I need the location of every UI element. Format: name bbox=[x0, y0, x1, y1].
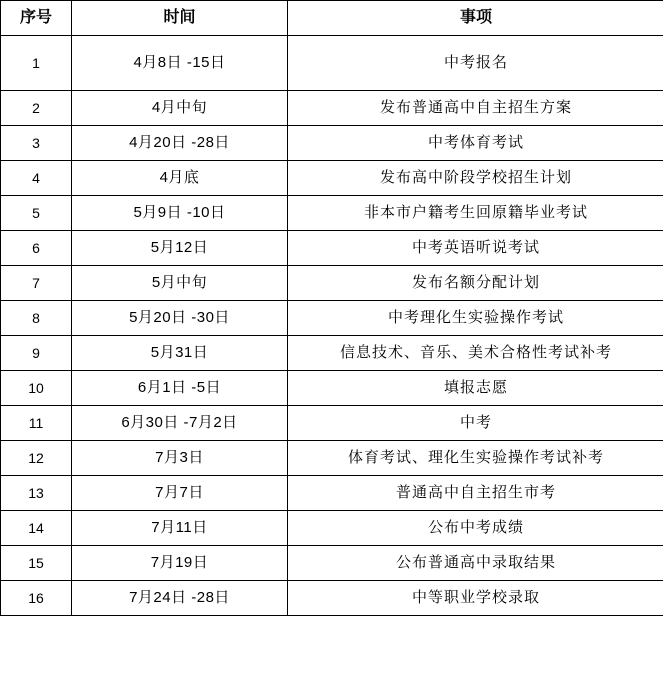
cell-time: 5月31日 bbox=[72, 336, 288, 371]
cell-item: 中等职业学校录取 bbox=[288, 581, 663, 616]
cell-index: 12 bbox=[1, 441, 72, 476]
cell-index: 5 bbox=[1, 196, 72, 231]
cell-item: 公布普通高中录取结果 bbox=[288, 546, 663, 581]
column-header-item: 事项 bbox=[288, 1, 663, 36]
cell-index: 7 bbox=[1, 266, 72, 301]
table-row bbox=[1, 196, 663, 231]
table-row bbox=[1, 36, 663, 91]
cell-index: 11 bbox=[1, 406, 72, 441]
column-header-time: 时间 bbox=[72, 1, 288, 36]
cell-item: 填报志愿 bbox=[288, 371, 663, 406]
table-row bbox=[1, 371, 663, 406]
cell-time: 7月3日 bbox=[72, 441, 288, 476]
cell-item: 中考体育考试 bbox=[288, 126, 663, 161]
table-row bbox=[1, 91, 663, 126]
table-row bbox=[1, 511, 663, 546]
cell-item: 公布中考成绩 bbox=[288, 511, 663, 546]
column-header-index: 序号 bbox=[1, 1, 72, 36]
cell-index: 14 bbox=[1, 511, 72, 546]
cell-index: 9 bbox=[1, 336, 72, 371]
table-body bbox=[1, 36, 663, 616]
table-row bbox=[1, 476, 663, 511]
table-row bbox=[1, 231, 663, 266]
cell-time: 7月19日 bbox=[72, 546, 288, 581]
table-row bbox=[1, 126, 663, 161]
cell-item: 中考 bbox=[288, 406, 663, 441]
table-row bbox=[1, 301, 663, 336]
cell-time: 5月中旬 bbox=[72, 266, 288, 301]
table-row bbox=[1, 336, 663, 371]
table-row bbox=[1, 406, 663, 441]
cell-index: 13 bbox=[1, 476, 72, 511]
cell-index: 3 bbox=[1, 126, 72, 161]
table-row bbox=[1, 546, 663, 581]
cell-item: 中考英语听说考试 bbox=[288, 231, 663, 266]
cell-time: 7月7日 bbox=[72, 476, 288, 511]
table-row bbox=[1, 266, 663, 301]
cell-item: 发布名额分配计划 bbox=[288, 266, 663, 301]
cell-item: 发布普通高中自主招生方案 bbox=[288, 91, 663, 126]
table-row bbox=[1, 581, 663, 616]
cell-index: 15 bbox=[1, 546, 72, 581]
cell-index: 8 bbox=[1, 301, 72, 336]
cell-time: 4月中旬 bbox=[72, 91, 288, 126]
cell-index: 10 bbox=[1, 371, 72, 406]
cell-item: 中考报名 bbox=[288, 36, 663, 91]
table-row bbox=[1, 161, 663, 196]
cell-time: 5月9日 -10日 bbox=[72, 196, 288, 231]
cell-time: 6月1日 -5日 bbox=[72, 371, 288, 406]
cell-time: 4月底 bbox=[72, 161, 288, 196]
table-row bbox=[1, 441, 663, 476]
cell-time: 7月24日 -28日 bbox=[72, 581, 288, 616]
cell-time: 5月12日 bbox=[72, 231, 288, 266]
cell-time: 4月8日 -15日 bbox=[72, 36, 288, 91]
cell-time: 6月30日 -7月2日 bbox=[72, 406, 288, 441]
cell-index: 6 bbox=[1, 231, 72, 266]
cell-time: 5月20日 -30日 bbox=[72, 301, 288, 336]
cell-item: 信息技术、音乐、美术合格性考试补考 bbox=[288, 336, 663, 371]
cell-item: 中考理化生实验操作考试 bbox=[288, 301, 663, 336]
cell-item: 发布高中阶段学校招生计划 bbox=[288, 161, 663, 196]
cell-item: 体育考试、理化生实验操作考试补考 bbox=[288, 441, 663, 476]
cell-index: 2 bbox=[1, 91, 72, 126]
cell-time: 4月20日 -28日 bbox=[72, 126, 288, 161]
cell-time: 7月11日 bbox=[72, 511, 288, 546]
cell-index: 1 bbox=[1, 36, 72, 91]
cell-item: 非本市户籍考生回原籍毕业考试 bbox=[288, 196, 663, 231]
cell-item: 普通高中自主招生市考 bbox=[288, 476, 663, 511]
table-header-row bbox=[1, 1, 663, 36]
table-header bbox=[1, 1, 663, 36]
cell-index: 16 bbox=[1, 581, 72, 616]
cell-index: 4 bbox=[1, 161, 72, 196]
